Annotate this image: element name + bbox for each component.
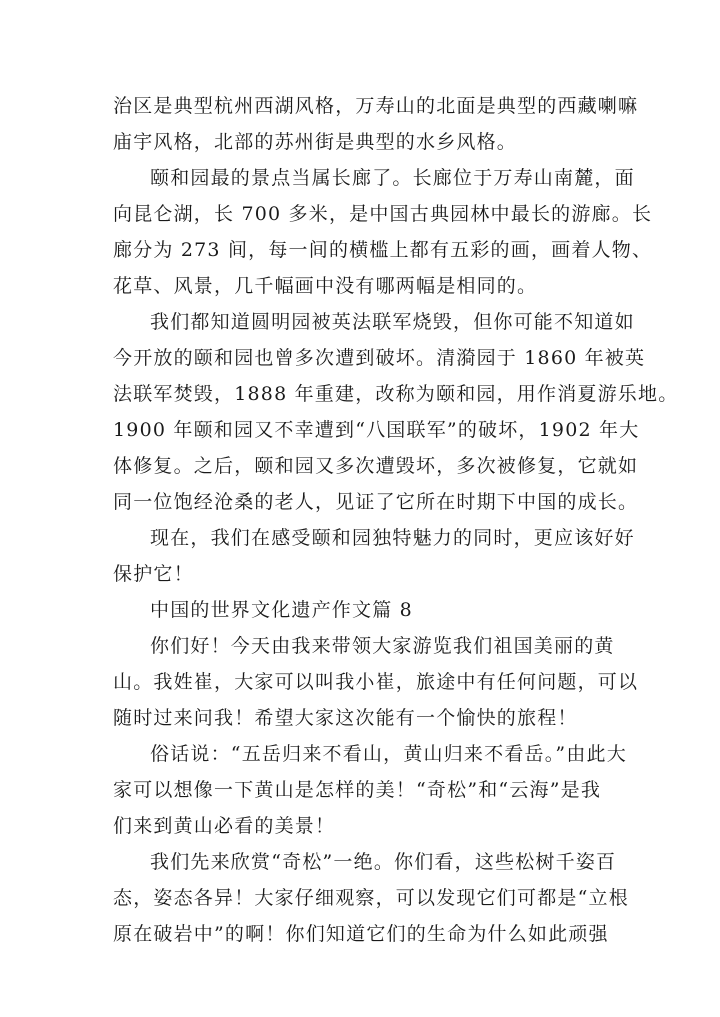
text-line: 同一位饱经沧桑的老人，见证了它所在时期下中国的成长。: [113, 491, 639, 513]
text-line: 山。我姓崔，大家可以叫我小崔，旅途中有任何问题，可以: [113, 671, 639, 693]
text-line: 态，姿态各异！大家仔细观察，可以发现它们可都是“立根: [113, 887, 629, 909]
text-line: 1900 年颐和园又不幸遭到“八国联军”的破坏，1902 年大: [113, 419, 640, 441]
text-line: 我们先来欣赏“奇松”一绝。你们看，这些松树千姿百: [150, 851, 617, 873]
text-line: 随时过来问我！希望大家这次能有一个愉快的旅程！: [113, 707, 578, 729]
text-line: 法联军焚毁，1888 年重建，改称为颐和园，用作消夏游乐地。: [113, 383, 679, 405]
text-line: 廊分为 273 间，每一间的横槛上都有五彩的画，画着人物、: [113, 239, 653, 261]
text-line: 体修复。之后，颐和园又多次遭毁坏，多次被修复，它就如: [113, 455, 639, 477]
text-line: 花草、风景，几千幅画中没有哪两幅是相同的。: [113, 275, 538, 297]
text-line: 家可以想像一下黄山是怎样的美！“奇松”和“云海”是我: [113, 779, 602, 801]
text-line: 颐和园最的景点当属长廊了。长廊位于万寿山南麓，面: [150, 167, 635, 189]
text-line: 向昆仑湖，长 700 多米，是中国古典园林中最长的游廊。长: [113, 203, 653, 225]
text-line: 你们好！今天由我来带领大家游览我们祖国美丽的黄: [150, 635, 615, 657]
text-line: 俗话说：“五岳归来不看山，黄山归来不看岳。”由此大: [150, 743, 627, 765]
text-line: 现在，我们在感受颐和园独特魅力的同时，更应该好好: [150, 527, 635, 549]
text-line: 我们都知道圆明园被英法联军烧毁，但你可能不知道如: [150, 311, 635, 333]
section-heading: 中国的世界文化遗产作文篇 8: [150, 599, 413, 621]
text-line: 们来到黄山必看的美景！: [113, 815, 336, 837]
text-line: 保护它！: [113, 563, 194, 585]
text-line: 治区是典型杭州西湖风格，万寿山的北面是典型的西藏喇嘛: [113, 95, 639, 117]
text-line: 原在破岩中”的啊！你们知道它们的生命为什么如此顽强: [113, 923, 609, 945]
text-line: 庙宇风格，北部的苏州街是典型的水乡风格。: [113, 131, 518, 153]
text-line: 今开放的颐和园也曾多次遭到破坏。清漪园于 1860 年被英: [113, 347, 646, 369]
